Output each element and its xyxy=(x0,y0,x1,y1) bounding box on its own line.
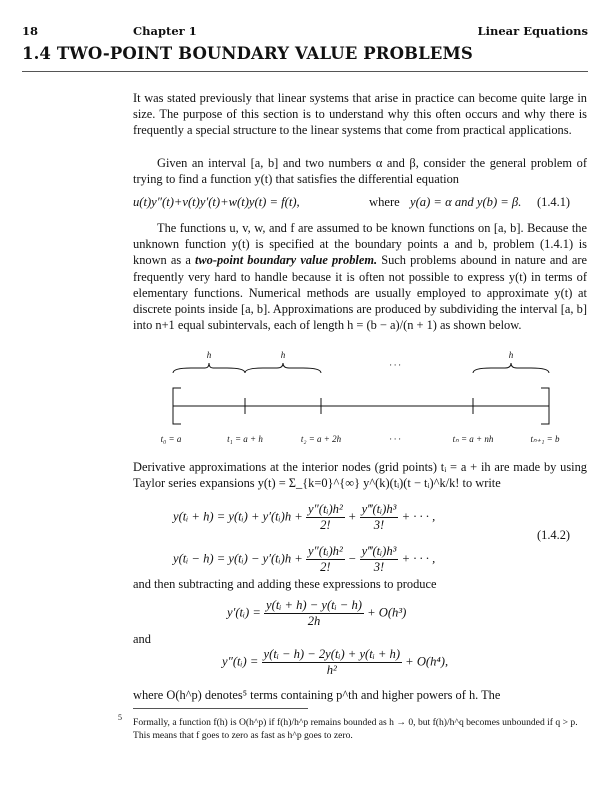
taylor-plus-frac3 xyxy=(360,502,399,533)
frac3-den: 3! xyxy=(373,518,385,532)
paragraph-problem: Given an interval [a, b] and two numbers α and β, consider the general problem of trying to find a function y(t) that satisfies the differential equation xyxy=(133,156,587,187)
second-deriv-frac xyxy=(262,647,402,678)
taylor-plus-op: + xyxy=(347,509,357,524)
frac2-den-b: 2! xyxy=(320,560,331,574)
equation-1-4-1-lhs: u(t)y″(t)+v(t)y′(t)+w(t)y(t) = f(t), xyxy=(133,195,300,209)
taylor-plus xyxy=(173,502,435,533)
paragraph-subtract: and then subtracting and adding these expressions to produce xyxy=(133,577,437,591)
bvp-term: two-point boundary value problem. xyxy=(194,253,378,268)
equation-1-4-1-where: where xyxy=(369,195,400,209)
second-deriv-tail: + O(h⁴), xyxy=(405,654,449,669)
second-deriv-num: y(tᵢ − h) − 2y(tᵢ) + y(tᵢ + h) xyxy=(263,647,401,661)
paragraph-and: and xyxy=(133,632,151,646)
node-label-ellipsis: · · · xyxy=(389,434,401,444)
equation-1-4-1-number: (1.4.1) xyxy=(537,195,571,209)
frac2-den: 2! xyxy=(320,518,331,532)
paragraph-taylor: Derivative approximations at the interior nodes (grid points) tᵢ = a + ih are made by using Taylor series expansions y(t) = Σ_{k=0}^{∞} y^(k)(tᵢ)(t − tᵢ)^k/k! to write xyxy=(133,460,587,491)
node-label-t2: t₂ = a + 2h xyxy=(300,434,342,444)
paragraph-big-o: where O(h^p) denotes⁵ terms containing p^th and higher powers of h. The xyxy=(133,688,501,702)
paragraph-intro: It was stated previously that linear systems that arise in practice can become quite large in size. The purpose of this section is to understand why this often occurs and why there is frequently a special structure to the linear systems that come from practical applications. xyxy=(133,91,587,138)
paragraph-bvp-a: The functions u, v, w, and f are assumed to be known functions on [a, b]. Because the unknown function y(t) is specified at the boundary points a and b, problem (1.4.1) is known as a xyxy=(133,221,587,268)
first-deriv-den: 2h xyxy=(307,614,321,628)
brace-1 xyxy=(173,363,245,373)
node-label-t0: t₀ = a xyxy=(160,434,182,444)
page-number: 18 xyxy=(22,24,39,38)
taylor-minus-lhs: y(tᵢ − h) = y(tᵢ) − y′(tᵢ)h + xyxy=(173,551,303,566)
second-deriv-den: h² xyxy=(326,663,337,677)
taylor-minus xyxy=(173,544,435,575)
node-label-tn1: tₙ₊₁ = b xyxy=(530,434,560,444)
title-rule xyxy=(22,71,588,72)
running-title: Linear Equations xyxy=(477,24,588,38)
taylor-plus-frac2 xyxy=(306,502,345,533)
brace-2 xyxy=(245,363,321,373)
frac3-den-b: 3! xyxy=(373,560,385,574)
paragraph-bvp xyxy=(133,220,587,333)
first-derivative-formula xyxy=(227,598,406,629)
first-deriv-num: y(tᵢ + h) − y(tᵢ − h) xyxy=(266,598,362,612)
grid-diagram xyxy=(133,348,587,450)
second-deriv-lhs: y″(tᵢ) = xyxy=(222,654,259,669)
footnote-marker: 5 xyxy=(118,713,122,722)
equation-1-4-1-bc: y(a) = α and y(b) = β. xyxy=(410,195,522,209)
node-label-tn: tₙ = a + nh xyxy=(452,434,494,444)
footnote-text: Formally, a function f(h) is O(h^p) if f(h)/h^p remains bounded as h → 0, but f(h)/h^q becomes unbounded if q > p. This means that f goes to zero as fast as h^p goes to zero. xyxy=(133,717,578,741)
node-label-t1: t₁ = a + h xyxy=(227,434,263,444)
frac2-num: y″(tᵢ)h² xyxy=(307,502,343,516)
taylor-minus-tail: + · · · , xyxy=(401,551,436,566)
frac3-num-b: y‴(tᵢ)h³ xyxy=(361,544,397,558)
second-derivative-formula xyxy=(222,647,448,678)
first-deriv-tail: + O(h³) xyxy=(367,605,407,620)
taylor-minus-frac2 xyxy=(306,544,345,575)
first-deriv-lhs: y′(tᵢ) = xyxy=(227,605,261,620)
chapter-label: Chapter 1 xyxy=(133,24,197,38)
section-title: 1.4 TWO-POINT BOUNDARY VALUE PROBLEMS xyxy=(22,44,473,63)
top-ellipsis: · · · xyxy=(389,360,401,370)
taylor-plus-tail: + · · · , xyxy=(401,509,436,524)
taylor-minus-op: − xyxy=(347,551,357,566)
frac3-num: y‴(tᵢ)h³ xyxy=(361,502,397,516)
h-label-1: h xyxy=(206,350,212,360)
first-deriv-frac xyxy=(264,598,364,629)
taylor-minus-frac3 xyxy=(360,544,399,575)
frac2-num-b: y″(tᵢ)h² xyxy=(307,544,343,558)
taylor-plus-lhs: y(tᵢ + h) = y(tᵢ) + y′(tᵢ)h + xyxy=(173,509,303,524)
footnote-rule xyxy=(133,708,308,709)
brace-3 xyxy=(473,363,549,373)
h-label-3: h xyxy=(508,350,514,360)
paragraph-bvp-b: Such problems abound in nature and are frequently very hard to handle because it is often not possible to express y(t) in terms of elementary functions. Numerical methods are usually employed to approximate y(t) at discrete points inside [a, b]. Approximations are produced by subdividing the interval [a, b] into n+1 equal subintervals, each of length h = (b − a)/(n + 1) as shown below. xyxy=(133,253,588,333)
h-label-2: h xyxy=(280,350,286,360)
equation-1-4-2-number: (1.4.2) xyxy=(537,528,571,542)
